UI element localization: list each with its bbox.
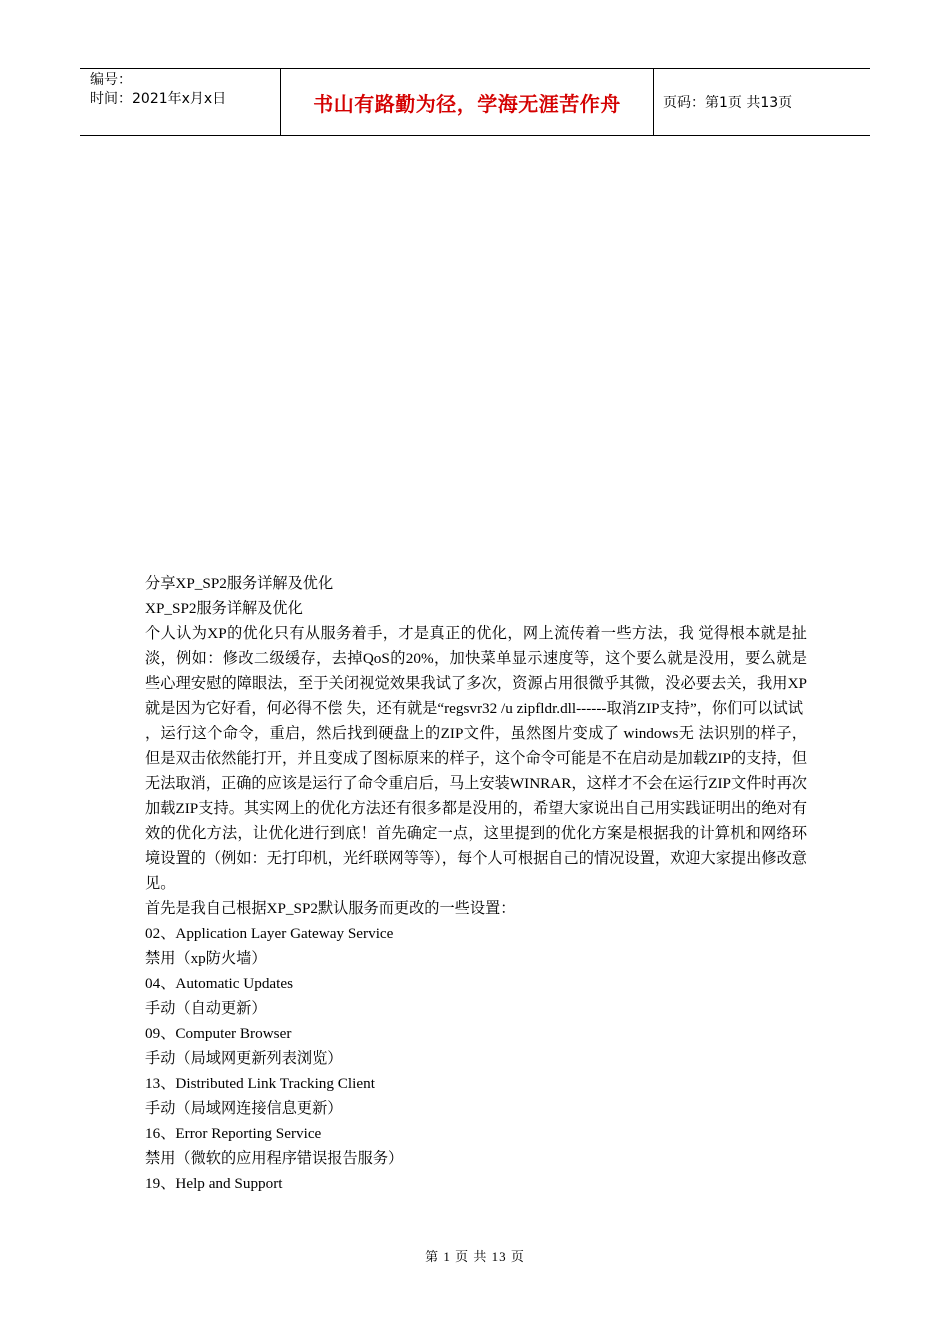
service-name: 04、Automatic Updates	[145, 975, 294, 992]
article-paragraph-1: 个人认为XP的优化只有从服务着手，才是真正的优化，网上流传着一些方法，我 觉得根本就是扯淡，例如：修改二级缓存，去掉QoS的20%，加快菜单显示速度等，这个要么就是没用，要么就是些心理安慰的障眼法，至于关闭视觉效果我试了多次，资源占用很微乎其微，没必要去关，我用XP就是因为它好看，何必得不偿 失，还有就是“regsvr32 /u zipfldr.dll------取消ZIP支持”，你们可以试试	[145, 625, 807, 717]
service-setting: 手动（局域网更新列表浏览）	[145, 1050, 343, 1067]
article-body	[145, 571, 807, 1196]
page-footer: 第 1 页 共 13 页	[425, 1249, 525, 1264]
service-name: 19、Help and Support	[145, 1175, 283, 1192]
article-subtitle: XP_SP2服务详解及优化	[145, 600, 303, 617]
article-paragraph-2: ，运行这个命令，重启，然后找到硬盘上的ZIP文件，虽然图片变成了 windows无 法识别的样子，但是双击依然能打开，并且变成了图标原来的样子，这个命令可能是不在启动是加载ZIP的支持，但无法取消，正确的应该是运行了命令重启后，马上安装WINRAR，这样才不会在运行ZIP文件时再次加载ZIP支持。其实网上的优化方法还有很多都是没用的，希望大家说出自己用实践证明出的绝对有效的优化方法，让优化进行到底！首先确定一点，这里提到的优化方案是根据我的计算机和网络环境设置的（例如：无打印机，光纤联网等等），每个人可根据自己的情况设置，欢迎大家提出修改意见。	[145, 725, 807, 892]
service-setting: 禁用（xp防火墙）	[145, 950, 267, 967]
service-name: 16、Error Reporting Service	[145, 1125, 322, 1142]
service-setting: 手动（自动更新）	[145, 1000, 267, 1017]
service-name: 09、Computer Browser	[145, 1025, 292, 1042]
services-intro: 首先是我自己根据XP_SP2默认服务而更改的一些设置：	[145, 900, 516, 917]
doc-number-label: 编号：	[90, 72, 132, 88]
service-name: 02、Application Layer Gateway Service	[145, 925, 394, 942]
service-setting: 手动（局域网连接信息更新）	[145, 1100, 343, 1117]
service-name: 13、Distributed Link Tracking Client	[145, 1075, 375, 1092]
article-title: 分享XP_SP2服务详解及优化	[145, 575, 334, 592]
document-header	[80, 68, 870, 136]
header-meta-cell	[80, 69, 281, 135]
header-page-info: 页码：第1页 共13页	[663, 95, 793, 111]
service-setting: 禁用（微软的应用程序错误报告服务）	[145, 1150, 404, 1167]
doc-date-label: 时间：2021年x月x日	[90, 91, 227, 107]
header-motto: 书山有路勤为径，学海无涯苦作舟	[281, 69, 654, 135]
